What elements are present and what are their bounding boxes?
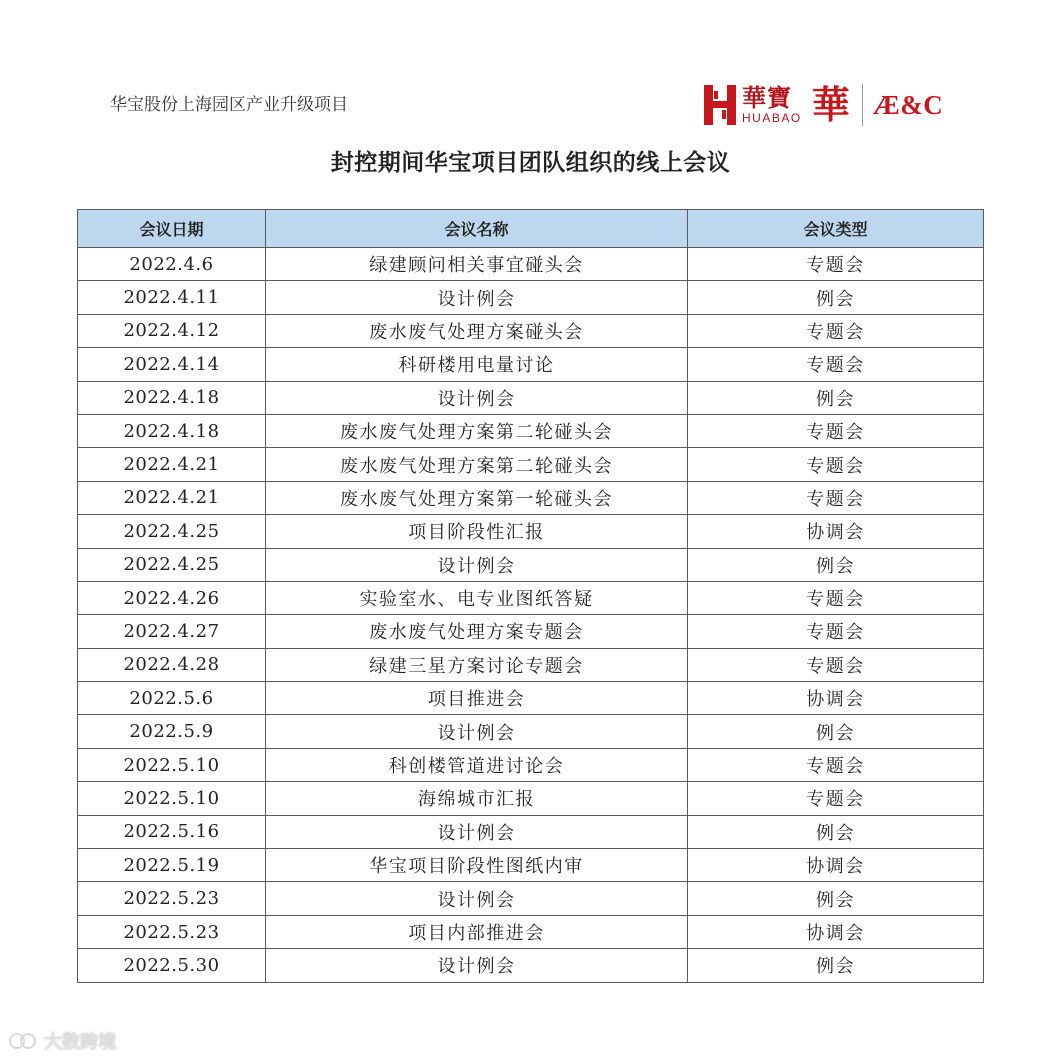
meeting-name: 绿建三星方案讨论专题会 xyxy=(266,648,688,681)
meeting-table xyxy=(77,209,984,983)
meeting-type: 例会 xyxy=(688,949,984,982)
meeting-name: 科创楼管道进讨论会 xyxy=(266,748,688,781)
meeting-date: 2022.4.27 xyxy=(78,615,266,648)
table-row xyxy=(78,682,984,715)
partner-logo: Æ&C xyxy=(872,89,944,120)
table-row xyxy=(78,782,984,815)
meeting-name: 项目推进会 xyxy=(266,682,688,715)
table-row xyxy=(78,748,984,781)
meeting-name: 绿建顾问相关事宜碰头会 xyxy=(266,248,688,281)
watermark xyxy=(8,1028,116,1054)
meeting-type: 例会 xyxy=(688,715,984,748)
meeting-type: 例会 xyxy=(688,381,984,414)
meeting-name: 废水废气处理方案专题会 xyxy=(266,615,688,648)
meeting-type: 例会 xyxy=(688,548,984,581)
meeting-date: 2022.4.11 xyxy=(78,281,266,314)
huabao-h-logo-icon xyxy=(702,83,738,127)
table-row xyxy=(78,414,984,447)
meeting-date: 2022.5.19 xyxy=(78,849,266,882)
meeting-name: 海绵城市汇报 xyxy=(266,782,688,815)
column-header-type: 会议类型 xyxy=(688,210,984,248)
table-row xyxy=(78,248,984,281)
logo-brand-en: HUABAO xyxy=(742,111,802,125)
meeting-name: 实验室水、电专业图纸答疑 xyxy=(266,581,688,614)
meeting-name: 设计例会 xyxy=(266,815,688,848)
meeting-date: 2022.4.6 xyxy=(78,248,266,281)
table-row xyxy=(78,581,984,614)
table-row xyxy=(78,615,984,648)
meeting-type: 专题会 xyxy=(688,448,984,481)
meeting-type: 专题会 xyxy=(688,748,984,781)
meeting-date: 2022.4.18 xyxy=(78,414,266,447)
table-row xyxy=(78,949,984,982)
meeting-name: 设计例会 xyxy=(266,548,688,581)
meeting-type: 协调会 xyxy=(688,849,984,882)
meeting-name: 废水废气处理方案第二轮碰头会 xyxy=(266,448,688,481)
meeting-name: 设计例会 xyxy=(266,281,688,314)
meeting-name: 废水废气处理方案第二轮碰头会 xyxy=(266,414,688,447)
meeting-type: 专题会 xyxy=(688,314,984,347)
table-row xyxy=(78,715,984,748)
meeting-name: 废水废气处理方案碰头会 xyxy=(266,314,688,347)
meeting-name: 科研楼用电量讨论 xyxy=(266,348,688,381)
meeting-date: 2022.4.18 xyxy=(78,381,266,414)
meeting-type: 专题会 xyxy=(688,481,984,514)
meeting-type: 协调会 xyxy=(688,915,984,948)
table-row xyxy=(78,882,984,915)
meeting-date: 2022.4.14 xyxy=(78,348,266,381)
table-row xyxy=(78,515,984,548)
meeting-name: 设计例会 xyxy=(266,949,688,982)
table-row xyxy=(78,548,984,581)
table-row xyxy=(78,481,984,514)
chat-bubble-icon xyxy=(8,1032,38,1050)
meeting-name: 设计例会 xyxy=(266,715,688,748)
meeting-type: 专题会 xyxy=(688,648,984,681)
meeting-date: 2022.5.30 xyxy=(78,949,266,982)
project-name: 华宝股份上海园区产业升级项目 xyxy=(110,95,348,115)
meeting-name: 华宝项目阶段性图纸内审 xyxy=(266,849,688,882)
meeting-date: 2022.4.21 xyxy=(78,448,266,481)
meeting-name: 设计例会 xyxy=(266,882,688,915)
table-row xyxy=(78,648,984,681)
meeting-type: 专题会 xyxy=(688,414,984,447)
meeting-name: 设计例会 xyxy=(266,381,688,414)
table-header-row xyxy=(78,210,984,248)
column-header-date: 会议日期 xyxy=(78,210,266,248)
meeting-date: 2022.4.28 xyxy=(78,648,266,681)
meeting-date: 2022.5.10 xyxy=(78,748,266,781)
meeting-type: 例会 xyxy=(688,281,984,314)
table-row xyxy=(78,348,984,381)
table-row xyxy=(78,915,984,948)
table-row xyxy=(78,381,984,414)
meeting-type: 协调会 xyxy=(688,682,984,715)
meeting-name: 废水废气处理方案第一轮碰头会 xyxy=(266,481,688,514)
meeting-date: 2022.5.10 xyxy=(78,782,266,815)
meeting-date: 2022.5.23 xyxy=(78,882,266,915)
meeting-type: 专题会 xyxy=(688,348,984,381)
meeting-date: 2022.4.25 xyxy=(78,515,266,548)
logo-brand-cn: 華寶 xyxy=(742,83,792,112)
meeting-date: 2022.4.21 xyxy=(78,481,266,514)
meeting-type: 专题会 xyxy=(688,782,984,815)
table-row xyxy=(78,849,984,882)
table-row xyxy=(78,314,984,347)
watermark-text: 大数跨境 xyxy=(44,1032,116,1053)
meeting-date: 2022.4.12 xyxy=(78,314,266,347)
table-row xyxy=(78,281,984,314)
meeting-type: 专题会 xyxy=(688,581,984,614)
meeting-name: 项目内部推进会 xyxy=(266,915,688,948)
meeting-type: 专题会 xyxy=(688,615,984,648)
company-logo xyxy=(702,80,943,130)
table-row xyxy=(78,448,984,481)
meeting-type: 协调会 xyxy=(688,515,984,548)
meeting-date: 2022.5.6 xyxy=(78,682,266,715)
meeting-type: 例会 xyxy=(688,882,984,915)
meeting-date: 2022.4.25 xyxy=(78,548,266,581)
meeting-date: 2022.5.9 xyxy=(78,715,266,748)
logo-divider xyxy=(862,84,863,126)
column-header-name: 会议名称 xyxy=(266,210,688,248)
meeting-date: 2022.4.26 xyxy=(78,581,266,614)
meeting-name: 项目阶段性汇报 xyxy=(266,515,688,548)
page-title: 封控期间华宝项目团队组织的线上会议 xyxy=(330,150,731,176)
meeting-type: 例会 xyxy=(688,815,984,848)
logo-mark: 華 xyxy=(811,82,850,127)
meeting-date: 2022.5.16 xyxy=(78,815,266,848)
table-row xyxy=(78,815,984,848)
meeting-type: 专题会 xyxy=(688,248,984,281)
meeting-date: 2022.5.23 xyxy=(78,915,266,948)
